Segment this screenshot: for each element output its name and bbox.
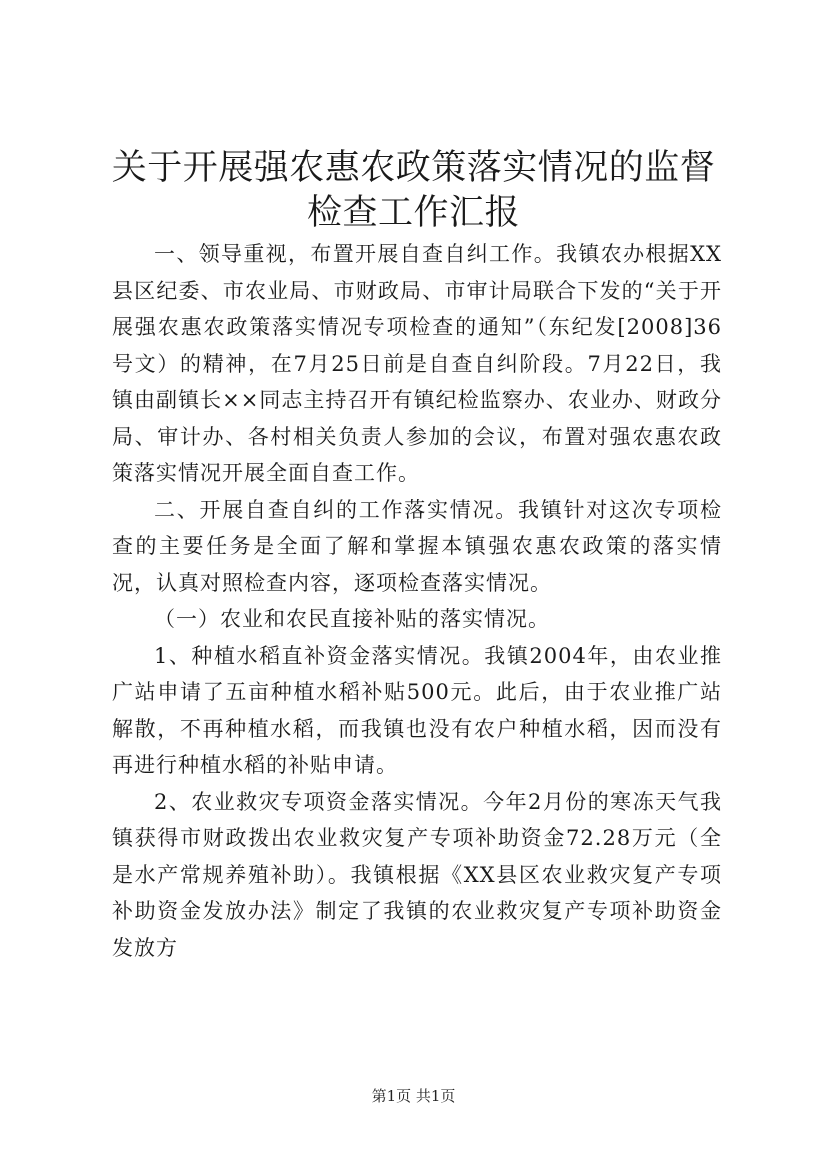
document-body [112,236,722,966]
paragraph-leadership: 一、领导重视，布置开展自查自纠工作。我镇农办根据XX县区纪委、市农业局、市财政局、市审计局联合下发的“关于开展强农惠农政策落实情况专项检查的通知”（东纪发[2008]36号文）的精神，在7月25日前是自查自纠阶段。7月22日，我镇由副镇长××同志主持召开有镇纪检监察办、农业办、财政分局、审计办、各村相关负责人参加的会议，布置对强农惠农政策落实情况开展全面自查工作。 [112,242,722,485]
paragraph-self-inspection: 二、开展自查自纠的工作落实情况。我镇针对这次专项检查的主要任务是全面了解和掌握本镇强农惠农政策的落实情况，认真对照检查内容，逐项检查落实情况。 [112,497,722,595]
paragraph-rice-subsidy: 1、种植水稻直补资金落实情况。我镇2004年，由农业推广站申请了五亩种植水稻补贴500元。此后，由于农业推广站解散，不再种植水稻，而我镇也没有农户种植水稻，因而没有再进行种植水稻的补贴申请。 [112,643,722,777]
paragraph-subsection-subsidies: （一）农业和农民直接补贴的落实情况。 [154,607,550,631]
document-title: 关于开展强农惠农政策落实情况的监督检查工作汇报 [111,148,716,233]
page-number-footer: 第1页 共1页 [371,1087,456,1105]
paragraph-disaster-relief: 2、农业救灾专项资金落实情况。今年2月份的寒冻天气我镇获得市财政拨出农业救灾复产专项补助资金72.28万元（全是水产常规养殖补助）。我镇根据《XX县区农业救灾复产专项补助资金发放办法》制定了我镇的农业救灾复产专项补助资金发放方 [112,789,722,960]
